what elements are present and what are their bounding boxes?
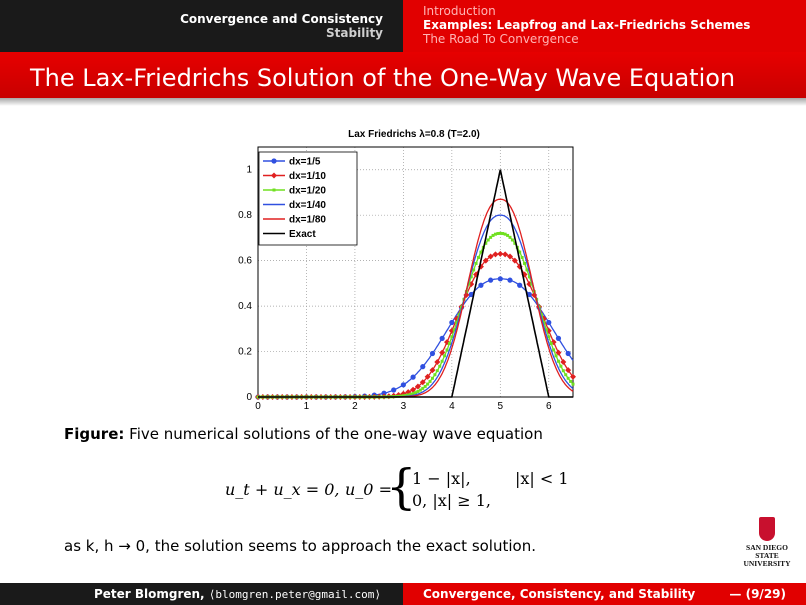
data-point: [569, 380, 572, 383]
y-tick-label: 0.2: [238, 346, 252, 358]
y-tick-label: 0.8: [238, 210, 252, 222]
data-point: [556, 336, 561, 341]
data-point: [517, 283, 522, 288]
page-number: — (9/29): [729, 587, 786, 601]
legend-label: Exact: [289, 229, 316, 240]
data-point: [401, 382, 406, 387]
data-point: [434, 359, 440, 365]
chart-title: Lax Friedrichs λ=0.8 (T=2.0): [348, 129, 480, 140]
footer-author: [94, 587, 381, 601]
data-point: [557, 360, 560, 363]
university-logo: [736, 517, 798, 567]
y-tick-label: 0.4: [238, 301, 252, 313]
author-name: Peter Blomgren,: [93, 587, 205, 601]
data-point: [521, 256, 524, 259]
legend-label: dx=1/5: [289, 156, 321, 168]
y-tick-label: 1: [246, 164, 252, 176]
legend-label: dx=1/40: [289, 200, 326, 211]
shield-icon: [759, 517, 775, 541]
series-line: [258, 279, 573, 397]
x-tick-label: 6: [545, 401, 552, 412]
slide-title: The Lax-Friedrichs Solution of the One-Way Wave Equation: [30, 64, 736, 92]
pde: u_t + u_x = 0,: [225, 480, 340, 499]
case-2: 0, |x| ≥ 1,: [412, 491, 491, 510]
data-point: [443, 354, 446, 357]
x-tick-label: 0: [255, 401, 261, 412]
logo-line-1: SAN DIEGO STATE: [746, 543, 788, 560]
data-point: [420, 364, 425, 369]
x-tick-label: 1: [303, 401, 310, 412]
data-point: [562, 369, 565, 372]
legend-label: dx=1/10: [289, 171, 326, 182]
nav-section-convergence[interactable]: Convergence and Consistency: [180, 12, 383, 26]
data-point: [431, 377, 434, 380]
data-point: [552, 348, 555, 351]
data-point: [567, 377, 570, 380]
legend-label: dx=1/80: [289, 214, 326, 226]
legend-label: dx=1/20: [289, 185, 326, 197]
data-point: [523, 262, 526, 265]
x-tick-label: 4: [449, 401, 455, 412]
data-point: [448, 342, 451, 345]
figure-label: Figure:: [64, 425, 125, 443]
y-tick-label: 0: [246, 392, 252, 403]
data-point: [509, 236, 512, 239]
nav-subsection-introduction[interactable]: Introduction: [423, 4, 496, 18]
data-point: [546, 320, 551, 325]
figure-caption: [64, 425, 543, 443]
nav-section-stability[interactable]: Stability: [326, 26, 383, 40]
x-tick-label: 3: [400, 401, 407, 412]
footer-bar: [0, 583, 806, 605]
case-1-value: 1 − |x|,: [412, 469, 471, 488]
nav-subsection-road[interactable]: The Road To Convergence: [423, 32, 579, 46]
data-point: [430, 351, 435, 356]
equation-block: [0, 459, 806, 525]
nav-subsection-examples[interactable]: Examples: Leapfrog and Lax-Friedrichs Schemes: [423, 18, 751, 32]
initial-condition-label: u_0 =: [345, 480, 392, 499]
data-point: [507, 278, 512, 283]
logo-line-2: UNIVERSITY: [743, 559, 791, 568]
data-point: [550, 342, 553, 345]
data-point: [498, 276, 503, 281]
data-point: [564, 373, 567, 376]
data-point: [391, 387, 396, 392]
data-point: [511, 238, 514, 241]
data-point: [410, 375, 415, 380]
data-point: [433, 373, 436, 376]
data-point: [566, 351, 571, 356]
data-point: [478, 283, 483, 288]
data-point: [441, 360, 444, 363]
data-point: [477, 256, 480, 259]
data-point: [440, 336, 445, 341]
x-tick-label: 2: [352, 401, 358, 412]
data-point: [559, 365, 562, 368]
footer-title: Convergence, Consistency, and Stability: [423, 587, 696, 601]
x-tick-label: 5: [497, 401, 504, 412]
brace: {: [386, 459, 417, 515]
figure-caption-text: Five numerical solutions of the one-way wave equation: [129, 425, 543, 443]
legend-marker: [271, 158, 276, 163]
data-point: [572, 383, 575, 386]
case-1-condition: |x| < 1: [515, 469, 569, 488]
conclusion-text: as k, h → 0, the solution seems to approach the exact solution.: [64, 537, 536, 555]
y-tick-label: 0.6: [238, 255, 252, 267]
data-point: [436, 369, 439, 372]
data-point: [449, 320, 454, 325]
data-point: [475, 262, 478, 265]
data-point: [555, 354, 558, 357]
legend-marker: [273, 189, 276, 192]
data-point: [487, 238, 490, 241]
data-point: [497, 251, 503, 257]
data-point: [488, 278, 493, 283]
data-point: [426, 383, 429, 386]
data-point: [446, 348, 449, 351]
data-point: [429, 380, 432, 383]
data-point: [560, 359, 566, 365]
data-point: [438, 365, 441, 368]
author-email: ⟨blomgren.peter@gmail.com⟩: [208, 588, 381, 601]
